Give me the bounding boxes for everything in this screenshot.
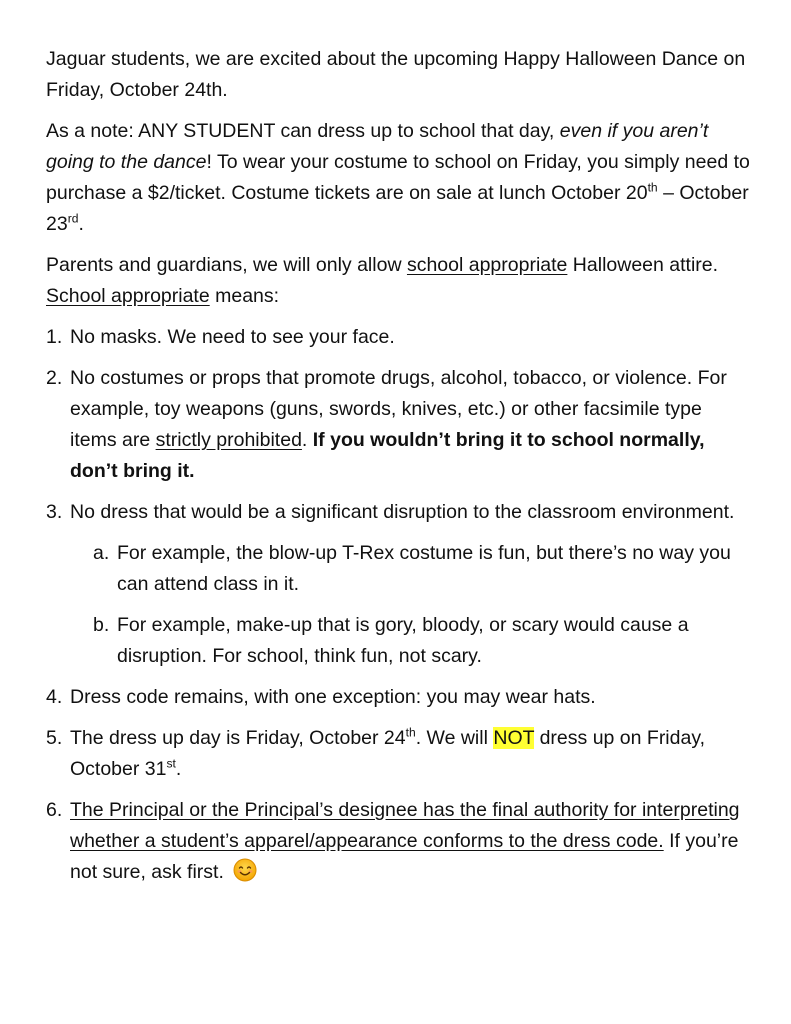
list-item-5: [46, 723, 751, 785]
list-number: 1.: [46, 326, 63, 348]
list-item-text: No dress that would be a significant disruption to the classroom environment.: [70, 501, 735, 523]
note-middle: ! To wear your costume to school on Friday, you simply need to purchase a $2/ticket. Costume tickets are on sale at lunch October 20: [46, 151, 750, 204]
underlined-text: The Principal or the Principal’s designee has the final authority for interpreting whether a student’s apparel/appearance conforms to the dress code.: [70, 799, 740, 852]
list-item-text: The dress up day is Friday, October 24: [70, 727, 406, 749]
intro-paragraph: [46, 44, 751, 106]
sub-list-item-text: For example, the blow-up T-Rex costume is fun, but there’s no way you can attend class in it.: [117, 542, 731, 595]
parents-end: means:: [209, 285, 280, 307]
list-number: 2.: [46, 367, 63, 389]
list-item-6: [46, 795, 751, 888]
note-sup-th: th: [647, 180, 658, 195]
note-dash: – October 23: [46, 182, 749, 235]
list-item-text: .: [301, 429, 313, 451]
bold-text: If you wouldn’t bring it to school normally, don’t bring it.: [70, 429, 705, 482]
list-item-text: dress up on Friday, October 31: [70, 727, 706, 780]
list-number: 3.: [46, 501, 63, 523]
list-number: 4.: [46, 686, 63, 708]
list-item-text: . We will: [415, 727, 494, 749]
note-italic: even if you aren’t going to the dance: [46, 120, 709, 173]
sub-list-item-text: For example, make-up that is gory, bloody, or scary would cause a disruption. For school, think fun, not scary.: [117, 614, 689, 667]
note-start: As a note: ANY STUDENT can dress up to school that day,: [46, 120, 560, 142]
underlined-text: strictly prohibited: [155, 429, 302, 451]
sub-list-letter: b.: [93, 614, 110, 636]
parents-underline-1: school appropriate: [406, 254, 568, 276]
list-item-4: [46, 682, 751, 713]
list-item-3: [46, 497, 751, 528]
parents-start: Parents and guardians, we will only allow: [46, 254, 407, 276]
sub-list-letter: a.: [93, 542, 110, 564]
list-item-text: .: [175, 758, 182, 780]
note-sup-rd: rd: [67, 211, 79, 226]
sub-list-item-a: [46, 538, 751, 600]
parents-paragraph: [46, 250, 751, 312]
sub-list-item-b: [46, 610, 751, 672]
highlighted-not: NOT: [493, 727, 535, 749]
list-item-2: [46, 363, 751, 487]
list-item-text: Dress code remains, with one exception: you may wear hats.: [70, 686, 596, 708]
list-item-text: If you’re not sure, ask first.: [70, 830, 739, 883]
smiling-face-icon: [233, 858, 257, 882]
note-paragraph: [46, 116, 751, 240]
sup-st: st: [166, 756, 176, 771]
list-item-1: [46, 322, 751, 353]
list-item-text: No masks. We need to see your face.: [70, 326, 395, 348]
list-number: 6.: [46, 799, 63, 821]
sup-th: th: [405, 725, 416, 740]
intro-text: Jaguar students, we are excited about the upcoming Happy Halloween Dance on Friday, October 24th.: [46, 48, 746, 101]
parents-middle: Halloween attire.: [567, 254, 719, 276]
parents-underline-2: School appropriate: [46, 285, 210, 307]
rules-list: [46, 322, 751, 888]
list-number: 5.: [46, 727, 63, 749]
note-end: .: [78, 213, 84, 235]
list-item-text: No costumes or props that promote drugs, alcohol, tobacco, or violence. For example, toy weapons (guns, swords, knives, etc.) or other facsimile type items are: [70, 367, 727, 451]
